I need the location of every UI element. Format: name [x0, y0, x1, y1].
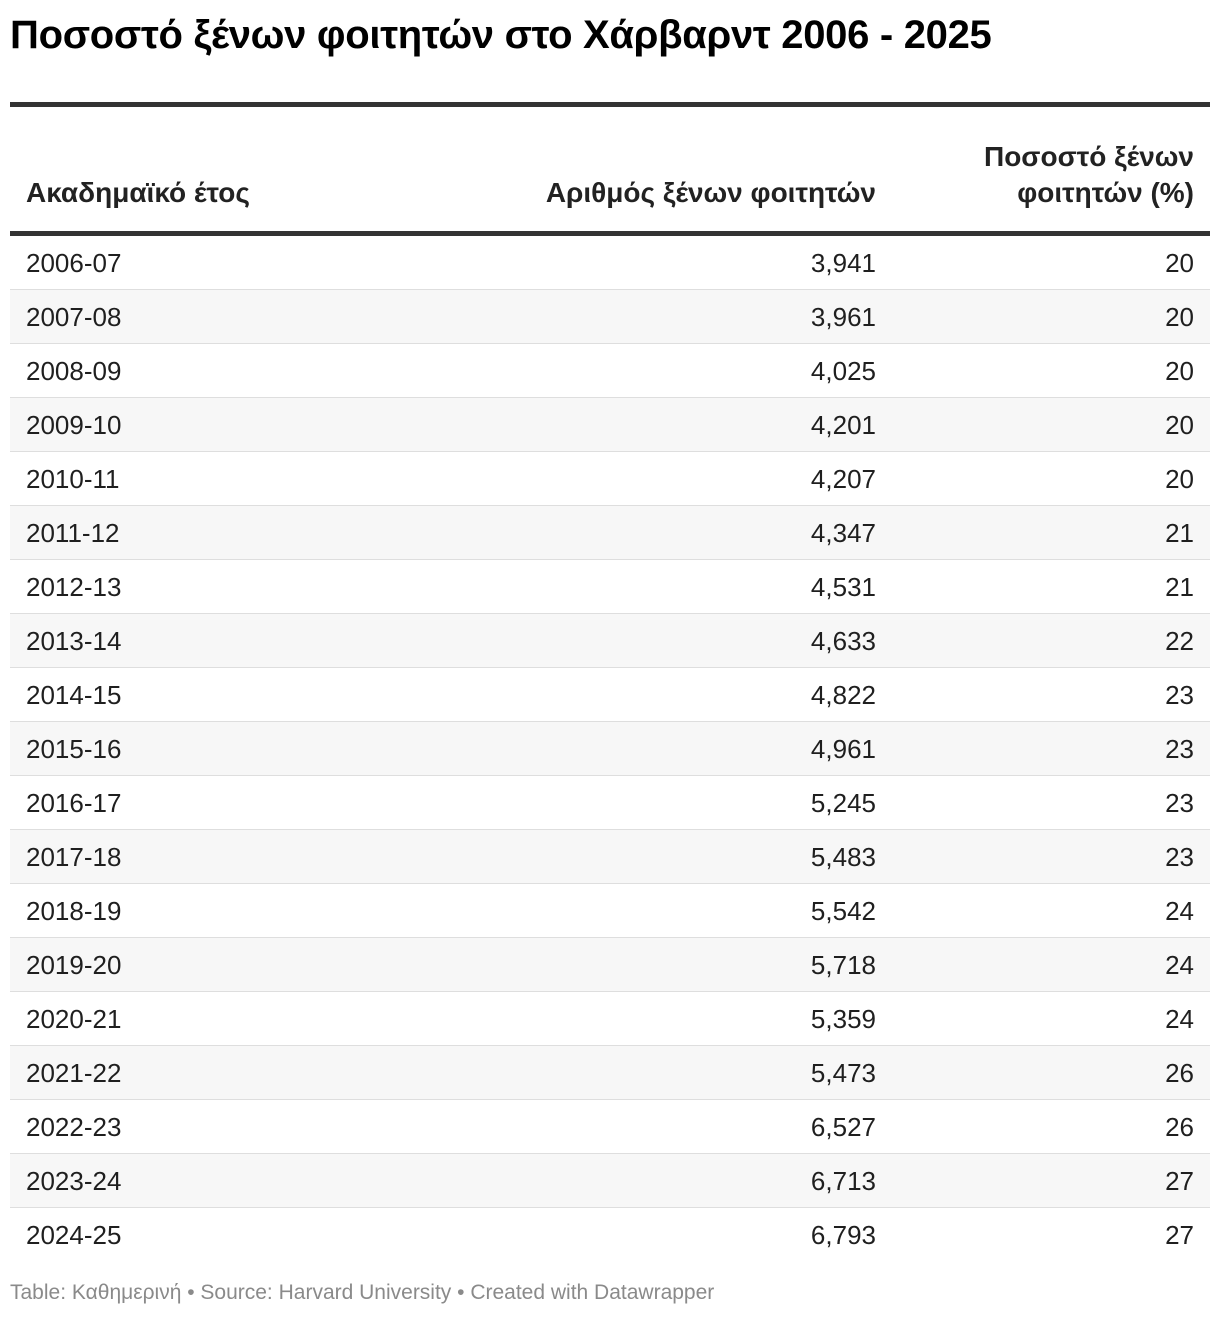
- cell-percentage: 20: [892, 290, 1210, 344]
- table-header: [10, 105, 1210, 234]
- cell-year: 2006-07: [10, 234, 522, 290]
- cell-count: 3,961: [522, 290, 892, 344]
- cell-percentage: 27: [1165, 1219, 1194, 1250]
- cell-percentage: 20: [892, 452, 1210, 506]
- cell-percentage: 26: [892, 1046, 1210, 1100]
- cell-count: 4,025: [522, 344, 892, 398]
- cell-percentage: 27: [892, 1154, 1210, 1208]
- cell-percentage: 23: [892, 830, 1210, 884]
- cell-count: 4,822: [522, 668, 892, 722]
- table-row: [10, 668, 1210, 722]
- cell-count: 4,961: [522, 722, 892, 776]
- cell-percentage: 24: [892, 938, 1210, 992]
- cell-year: 2012-13: [10, 560, 522, 614]
- cell-percentage: 22: [892, 614, 1210, 668]
- cell-count: 5,473: [522, 1046, 892, 1100]
- cell-count: 3,941: [522, 234, 892, 290]
- column-header-percentage: Ποσοστό ξένων φοιτητών (%): [983, 141, 1194, 208]
- table-row: [10, 1100, 1210, 1154]
- table-row: [10, 506, 1210, 560]
- cell-year: 2022-23: [10, 1100, 522, 1154]
- cell-percentage: 24: [892, 992, 1210, 1046]
- table-row: [10, 234, 1210, 290]
- cell-percentage: 26: [892, 1100, 1210, 1154]
- table-body: [10, 234, 1210, 1262]
- table-chart: [10, 0, 1210, 1304]
- table-row: [10, 722, 1210, 776]
- table-row: [10, 1154, 1210, 1208]
- cell-percentage: 20: [892, 234, 1210, 290]
- header-row: [10, 105, 1210, 234]
- cell-percentage: 20: [892, 398, 1210, 452]
- table-row: [10, 344, 1210, 398]
- table-row: [10, 992, 1210, 1046]
- cell-count: 5,359: [522, 992, 892, 1046]
- chart-footer: Table: Καθημερινή • Source: Harvard University • Created with Datawrapper: [10, 1281, 715, 1304]
- cell-count: 5,542: [522, 884, 892, 938]
- table-row: [10, 290, 1210, 344]
- cell-year: 2016-17: [10, 776, 522, 830]
- table-row: [10, 1208, 1210, 1262]
- table-row: [10, 830, 1210, 884]
- cell-percentage: 24: [892, 884, 1210, 938]
- cell-count: 6,793: [810, 1219, 876, 1250]
- cell-year: 2018-19: [10, 884, 522, 938]
- cell-count: 4,633: [522, 614, 892, 668]
- cell-year: 2013-14: [10, 614, 522, 668]
- data-table: [10, 102, 1210, 1261]
- cell-year: 2019-20: [10, 938, 522, 992]
- table-row: [10, 560, 1210, 614]
- table-row: [10, 938, 1210, 992]
- table-row: [10, 614, 1210, 668]
- cell-year: 2008-09: [10, 344, 522, 398]
- cell-percentage: 23: [892, 722, 1210, 776]
- cell-percentage: 20: [892, 344, 1210, 398]
- table-row: [10, 776, 1210, 830]
- cell-percentage: 23: [892, 668, 1210, 722]
- cell-year: 2021-22: [10, 1046, 522, 1100]
- cell-percentage: 21: [892, 560, 1210, 614]
- cell-count: 5,245: [522, 776, 892, 830]
- cell-count: 4,207: [522, 452, 892, 506]
- cell-year: 2023-24: [10, 1154, 522, 1208]
- column-header-year: Ακαδημαϊκό έτος: [26, 177, 250, 208]
- cell-year: 2011-12: [10, 506, 522, 560]
- cell-count: 6,713: [522, 1154, 892, 1208]
- cell-year: 2014-15: [10, 668, 522, 722]
- cell-year: 2009-10: [10, 398, 522, 452]
- cell-year: 2007-08: [10, 290, 522, 344]
- cell-year: 2017-18: [10, 830, 522, 884]
- cell-percentage: 23: [892, 776, 1210, 830]
- cell-percentage: 21: [892, 506, 1210, 560]
- cell-year: 2015-16: [10, 722, 522, 776]
- chart-title: Ποσοστό ξένων φοιτητών στο Χάρβαρντ 2006 - 2025: [10, 13, 992, 57]
- table-row: [10, 398, 1210, 452]
- cell-year: 2020-21: [10, 992, 522, 1046]
- table-row: [10, 1046, 1210, 1100]
- cell-count: 4,531: [522, 560, 892, 614]
- cell-count: 4,201: [522, 398, 892, 452]
- cell-count: 5,718: [522, 938, 892, 992]
- column-header-count: Αριθμός ξένων φοιτητών: [545, 177, 876, 208]
- table-row: [10, 452, 1210, 506]
- cell-year: 2010-11: [10, 452, 522, 506]
- table-row: [10, 884, 1210, 938]
- cell-count: 6,527: [522, 1100, 892, 1154]
- cell-count: 4,347: [522, 506, 892, 560]
- cell-year: 2024-25: [26, 1219, 122, 1250]
- cell-count: 5,483: [522, 830, 892, 884]
